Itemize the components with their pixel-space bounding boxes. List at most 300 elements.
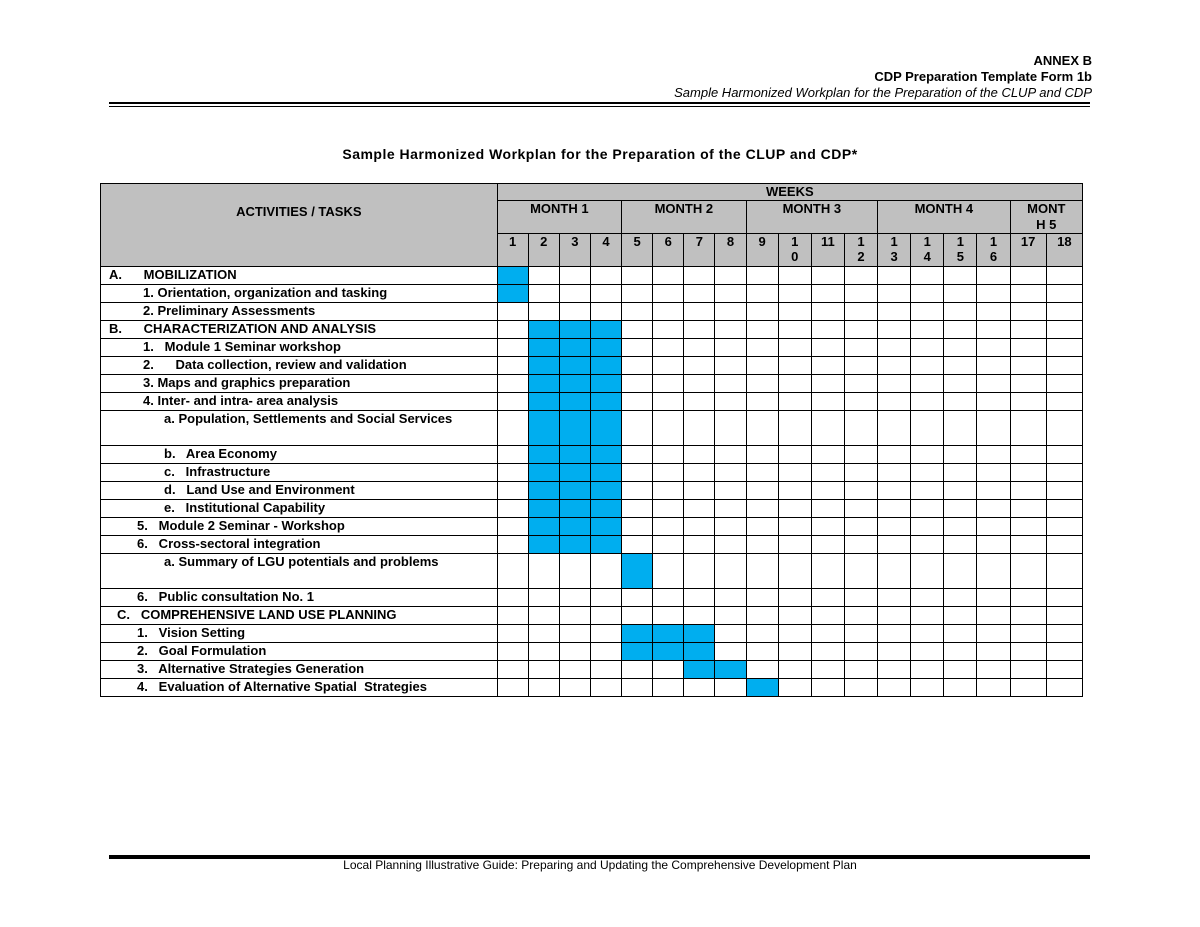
schedule-cell bbox=[653, 518, 684, 536]
schedule-cell bbox=[1046, 411, 1082, 446]
week-number: 7 bbox=[684, 234, 715, 267]
schedule-cell-filled bbox=[528, 500, 559, 518]
schedule-cell bbox=[746, 285, 778, 303]
schedule-cell-filled bbox=[528, 518, 559, 536]
schedule-cell bbox=[977, 464, 1010, 482]
schedule-cell bbox=[684, 536, 715, 554]
schedule-cell bbox=[944, 500, 977, 518]
schedule-cell bbox=[878, 393, 911, 411]
schedule-cell bbox=[944, 339, 977, 357]
schedule-cell bbox=[977, 500, 1010, 518]
schedule-cell-filled bbox=[559, 464, 590, 482]
schedule-cell bbox=[778, 589, 811, 607]
schedule-cell bbox=[715, 679, 746, 697]
schedule-cell bbox=[684, 500, 715, 518]
schedule-cell bbox=[1010, 536, 1046, 554]
schedule-cell bbox=[1010, 267, 1046, 285]
schedule-cell bbox=[653, 589, 684, 607]
schedule-cell bbox=[878, 607, 911, 625]
schedule-cell bbox=[622, 393, 653, 411]
activity-label: 1. Module 1 Seminar workshop bbox=[101, 339, 498, 357]
schedule-cell bbox=[878, 357, 911, 375]
schedule-cell bbox=[590, 643, 621, 661]
schedule-cell bbox=[1010, 357, 1046, 375]
schedule-cell bbox=[878, 589, 911, 607]
schedule-cell bbox=[684, 267, 715, 285]
schedule-cell bbox=[811, 536, 844, 554]
schedule-cell bbox=[622, 285, 653, 303]
schedule-cell bbox=[684, 464, 715, 482]
schedule-cell-filled bbox=[622, 554, 653, 589]
schedule-cell bbox=[811, 482, 844, 500]
schedule-cell bbox=[1010, 375, 1046, 393]
schedule-cell bbox=[497, 643, 528, 661]
schedule-cell bbox=[811, 643, 844, 661]
month-header: MONTH 4 bbox=[878, 201, 1011, 234]
schedule-cell bbox=[1046, 393, 1082, 411]
schedule-cell bbox=[844, 357, 877, 375]
schedule-cell-filled bbox=[528, 393, 559, 411]
schedule-cell bbox=[559, 267, 590, 285]
schedule-cell bbox=[746, 661, 778, 679]
schedule-cell-filled bbox=[559, 446, 590, 464]
schedule-cell bbox=[811, 464, 844, 482]
schedule-cell-filled bbox=[590, 500, 621, 518]
schedule-cell-filled bbox=[590, 321, 621, 339]
schedule-cell bbox=[1046, 321, 1082, 339]
schedule-cell bbox=[944, 643, 977, 661]
schedule-cell bbox=[746, 357, 778, 375]
schedule-cell bbox=[715, 589, 746, 607]
schedule-cell bbox=[559, 661, 590, 679]
schedule-cell bbox=[911, 643, 944, 661]
schedule-cell bbox=[977, 661, 1010, 679]
schedule-cell bbox=[1010, 589, 1046, 607]
schedule-cell bbox=[684, 339, 715, 357]
schedule-cell bbox=[911, 589, 944, 607]
form-label: CDP Preparation Template Form 1b bbox=[874, 69, 1092, 84]
schedule-cell-filled bbox=[528, 411, 559, 446]
schedule-cell bbox=[977, 643, 1010, 661]
schedule-cell bbox=[497, 393, 528, 411]
schedule-cell-filled bbox=[653, 625, 684, 643]
schedule-cell bbox=[911, 482, 944, 500]
schedule-cell bbox=[811, 500, 844, 518]
schedule-cell bbox=[844, 661, 877, 679]
schedule-cell bbox=[1010, 303, 1046, 321]
activity-label: 1. Vision Setting bbox=[101, 625, 498, 643]
schedule-cell bbox=[559, 285, 590, 303]
schedule-cell-filled bbox=[528, 446, 559, 464]
page-header bbox=[674, 53, 1092, 101]
activity-label: 5. Module 2 Seminar - Workshop bbox=[101, 518, 498, 536]
schedule-cell bbox=[811, 554, 844, 589]
schedule-cell bbox=[1046, 267, 1082, 285]
schedule-cell bbox=[497, 482, 528, 500]
schedule-cell bbox=[653, 679, 684, 697]
schedule-cell bbox=[559, 643, 590, 661]
schedule-cell bbox=[497, 303, 528, 321]
schedule-cell bbox=[684, 482, 715, 500]
schedule-cell bbox=[944, 661, 977, 679]
schedule-cell bbox=[778, 625, 811, 643]
schedule-cell bbox=[911, 393, 944, 411]
schedule-cell bbox=[778, 393, 811, 411]
schedule-cell bbox=[878, 679, 911, 697]
schedule-cell bbox=[746, 393, 778, 411]
activity-row bbox=[101, 303, 1083, 321]
schedule-cell bbox=[684, 518, 715, 536]
week-number: 18 bbox=[1046, 234, 1082, 267]
schedule-cell bbox=[715, 303, 746, 321]
schedule-cell bbox=[911, 303, 944, 321]
schedule-cell bbox=[778, 607, 811, 625]
schedule-cell bbox=[528, 625, 559, 643]
schedule-cell bbox=[977, 357, 1010, 375]
schedule-cell bbox=[944, 411, 977, 446]
schedule-cell bbox=[944, 357, 977, 375]
schedule-cell bbox=[977, 679, 1010, 697]
schedule-cell bbox=[622, 357, 653, 375]
schedule-cell bbox=[878, 303, 911, 321]
schedule-cell bbox=[528, 661, 559, 679]
schedule-cell bbox=[590, 285, 621, 303]
schedule-cell bbox=[653, 393, 684, 411]
schedule-cell bbox=[1010, 554, 1046, 589]
month-header: MONT H 5 bbox=[1010, 201, 1082, 234]
schedule-cell bbox=[844, 393, 877, 411]
schedule-cell bbox=[715, 518, 746, 536]
schedule-cell bbox=[844, 625, 877, 643]
schedule-cell bbox=[778, 500, 811, 518]
schedule-cell bbox=[1010, 285, 1046, 303]
schedule-cell bbox=[878, 464, 911, 482]
schedule-cell-filled bbox=[622, 643, 653, 661]
schedule-cell bbox=[653, 303, 684, 321]
schedule-cell bbox=[497, 375, 528, 393]
schedule-cell bbox=[878, 267, 911, 285]
schedule-cell bbox=[878, 446, 911, 464]
schedule-cell bbox=[977, 589, 1010, 607]
activity-label: 6. Cross-sectoral integration bbox=[101, 536, 498, 554]
schedule-cell bbox=[684, 357, 715, 375]
schedule-cell bbox=[778, 285, 811, 303]
document-title: Sample Harmonized Workplan for the Preparation of the CLUP and CDP* bbox=[342, 146, 858, 162]
schedule-cell bbox=[911, 661, 944, 679]
schedule-cell bbox=[622, 679, 653, 697]
schedule-cell bbox=[653, 482, 684, 500]
activity-label: 6. Public consultation No. 1 bbox=[101, 589, 498, 607]
schedule-cell bbox=[653, 500, 684, 518]
schedule-cell bbox=[1010, 482, 1046, 500]
schedule-cell bbox=[559, 607, 590, 625]
schedule-cell bbox=[911, 536, 944, 554]
schedule-cell bbox=[746, 589, 778, 607]
schedule-cell bbox=[653, 554, 684, 589]
schedule-cell bbox=[528, 607, 559, 625]
activities-header: ACTIVITIES / TASKS bbox=[101, 184, 498, 267]
schedule-cell bbox=[811, 518, 844, 536]
header-rule-thin bbox=[109, 106, 1090, 107]
schedule-cell bbox=[1010, 446, 1046, 464]
schedule-cell-filled bbox=[622, 625, 653, 643]
schedule-cell bbox=[684, 375, 715, 393]
schedule-cell bbox=[844, 267, 877, 285]
activity-row bbox=[101, 589, 1083, 607]
schedule-cell-filled bbox=[590, 357, 621, 375]
week-number: 1 3 bbox=[878, 234, 911, 267]
schedule-cell bbox=[1010, 607, 1046, 625]
schedule-cell bbox=[778, 267, 811, 285]
activity-label: 3. Alternative Strategies Generation bbox=[101, 661, 498, 679]
schedule-cell-filled bbox=[559, 500, 590, 518]
schedule-cell bbox=[811, 679, 844, 697]
schedule-cell bbox=[1010, 661, 1046, 679]
schedule-cell bbox=[684, 285, 715, 303]
schedule-cell bbox=[684, 321, 715, 339]
schedule-cell bbox=[622, 267, 653, 285]
schedule-cell bbox=[746, 464, 778, 482]
schedule-cell bbox=[622, 482, 653, 500]
schedule-cell-filled bbox=[684, 643, 715, 661]
week-number: 1 6 bbox=[977, 234, 1010, 267]
schedule-cell-filled bbox=[590, 482, 621, 500]
schedule-cell bbox=[878, 285, 911, 303]
schedule-cell bbox=[911, 285, 944, 303]
schedule-cell bbox=[944, 285, 977, 303]
activity-row bbox=[101, 375, 1083, 393]
schedule-cell-filled bbox=[590, 464, 621, 482]
schedule-cell bbox=[497, 679, 528, 697]
header-rule bbox=[109, 102, 1090, 104]
schedule-cell bbox=[590, 303, 621, 321]
schedule-cell bbox=[778, 375, 811, 393]
schedule-cell bbox=[944, 303, 977, 321]
schedule-cell bbox=[746, 339, 778, 357]
schedule-cell bbox=[977, 411, 1010, 446]
schedule-cell bbox=[590, 607, 621, 625]
week-number: 6 bbox=[653, 234, 684, 267]
schedule-cell bbox=[911, 446, 944, 464]
schedule-cell bbox=[746, 518, 778, 536]
schedule-cell bbox=[559, 589, 590, 607]
schedule-cell bbox=[977, 536, 1010, 554]
schedule-cell bbox=[911, 267, 944, 285]
schedule-cell bbox=[844, 589, 877, 607]
schedule-cell bbox=[1010, 464, 1046, 482]
schedule-cell-filled bbox=[590, 536, 621, 554]
schedule-cell bbox=[1010, 518, 1046, 536]
schedule-cell bbox=[528, 589, 559, 607]
schedule-cell bbox=[878, 536, 911, 554]
schedule-cell bbox=[778, 446, 811, 464]
schedule-cell bbox=[746, 321, 778, 339]
activity-row bbox=[101, 536, 1083, 554]
schedule-cell bbox=[559, 679, 590, 697]
schedule-cell bbox=[778, 679, 811, 697]
schedule-cell bbox=[878, 482, 911, 500]
schedule-cell bbox=[653, 321, 684, 339]
activity-label: 4. Evaluation of Alternative Spatial Strategies bbox=[101, 679, 498, 697]
schedule-cell bbox=[590, 267, 621, 285]
schedule-cell bbox=[622, 607, 653, 625]
week-number: 9 bbox=[746, 234, 778, 267]
schedule-cell-filled bbox=[590, 393, 621, 411]
schedule-cell bbox=[1046, 625, 1082, 643]
schedule-cell bbox=[844, 482, 877, 500]
schedule-cell bbox=[778, 303, 811, 321]
schedule-cell bbox=[944, 375, 977, 393]
schedule-cell bbox=[653, 267, 684, 285]
activity-label: A. MOBILIZATION bbox=[101, 267, 498, 285]
schedule-cell bbox=[1010, 393, 1046, 411]
header-subtitle: Sample Harmonized Workplan for the Preparation of the CLUP and CDP bbox=[674, 85, 1092, 100]
schedule-cell bbox=[1010, 321, 1046, 339]
schedule-cell bbox=[1046, 661, 1082, 679]
schedule-cell bbox=[811, 267, 844, 285]
schedule-cell bbox=[497, 607, 528, 625]
schedule-cell bbox=[844, 303, 877, 321]
schedule-cell bbox=[778, 661, 811, 679]
schedule-cell bbox=[844, 554, 877, 589]
schedule-cell bbox=[590, 625, 621, 643]
weeks-header: WEEKS bbox=[497, 184, 1082, 201]
schedule-cell bbox=[528, 303, 559, 321]
month-header: MONTH 2 bbox=[622, 201, 747, 234]
week-number: 11 bbox=[811, 234, 844, 267]
activity-label: e. Institutional Capability bbox=[101, 500, 498, 518]
schedule-cell-filled bbox=[559, 321, 590, 339]
schedule-cell bbox=[944, 607, 977, 625]
schedule-cell bbox=[528, 679, 559, 697]
schedule-cell bbox=[811, 285, 844, 303]
activity-row bbox=[101, 518, 1083, 536]
schedule-cell bbox=[528, 643, 559, 661]
schedule-cell bbox=[622, 446, 653, 464]
schedule-cell bbox=[977, 375, 1010, 393]
annex-label: ANNEX B bbox=[1033, 53, 1092, 68]
schedule-cell bbox=[844, 321, 877, 339]
schedule-cell bbox=[878, 625, 911, 643]
activity-label: 2. Preliminary Assessments bbox=[101, 303, 498, 321]
activity-row bbox=[101, 554, 1083, 589]
schedule-cell bbox=[944, 446, 977, 464]
schedule-cell bbox=[715, 554, 746, 589]
schedule-cell bbox=[844, 411, 877, 446]
schedule-cell bbox=[1010, 500, 1046, 518]
activity-label: a. Summary of LGU potentials and problems bbox=[101, 554, 498, 589]
schedule-cell bbox=[653, 446, 684, 464]
schedule-cell-filled bbox=[559, 339, 590, 357]
schedule-cell bbox=[1046, 643, 1082, 661]
schedule-cell bbox=[878, 661, 911, 679]
schedule-cell bbox=[622, 661, 653, 679]
schedule-cell bbox=[590, 589, 621, 607]
schedule-cell bbox=[878, 518, 911, 536]
activity-row bbox=[101, 661, 1083, 679]
schedule-cell-filled bbox=[528, 375, 559, 393]
schedule-cell bbox=[497, 500, 528, 518]
schedule-cell bbox=[653, 375, 684, 393]
schedule-cell bbox=[746, 482, 778, 500]
schedule-cell bbox=[622, 411, 653, 446]
schedule-cell bbox=[977, 321, 1010, 339]
schedule-cell bbox=[811, 446, 844, 464]
schedule-cell-filled bbox=[590, 411, 621, 446]
schedule-cell bbox=[911, 500, 944, 518]
schedule-cell bbox=[715, 411, 746, 446]
schedule-cell bbox=[844, 679, 877, 697]
schedule-cell bbox=[715, 446, 746, 464]
schedule-cell bbox=[811, 303, 844, 321]
week-number: 4 bbox=[590, 234, 621, 267]
week-number: 1 4 bbox=[911, 234, 944, 267]
activity-label: B. CHARACTERIZATION AND ANALYSIS bbox=[101, 321, 498, 339]
schedule-cell bbox=[497, 536, 528, 554]
schedule-cell bbox=[497, 357, 528, 375]
schedule-cell bbox=[1046, 357, 1082, 375]
schedule-cell bbox=[944, 393, 977, 411]
schedule-cell bbox=[497, 411, 528, 446]
schedule-cell bbox=[844, 464, 877, 482]
schedule-cell bbox=[715, 285, 746, 303]
week-number: 3 bbox=[559, 234, 590, 267]
week-number: 1 0 bbox=[778, 234, 811, 267]
schedule-cell bbox=[811, 393, 844, 411]
schedule-cell-filled bbox=[559, 393, 590, 411]
schedule-cell-filled bbox=[653, 643, 684, 661]
schedule-cell bbox=[1046, 339, 1082, 357]
activity-row bbox=[101, 446, 1083, 464]
schedule-cell bbox=[715, 536, 746, 554]
page-footer: Local Planning Illustrative Guide: Preparing and Updating the Comprehensive Development Plan bbox=[343, 858, 857, 872]
schedule-cell bbox=[653, 357, 684, 375]
schedule-cell bbox=[684, 393, 715, 411]
schedule-cell bbox=[911, 625, 944, 643]
schedule-cell bbox=[778, 536, 811, 554]
schedule-cell bbox=[844, 607, 877, 625]
schedule-cell bbox=[1010, 411, 1046, 446]
schedule-cell-filled bbox=[528, 339, 559, 357]
schedule-cell bbox=[878, 500, 911, 518]
schedule-cell bbox=[497, 446, 528, 464]
activity-row bbox=[101, 643, 1083, 661]
activity-row bbox=[101, 500, 1083, 518]
week-number: 2 bbox=[528, 234, 559, 267]
schedule-cell bbox=[684, 554, 715, 589]
schedule-cell bbox=[977, 518, 1010, 536]
schedule-cell bbox=[746, 625, 778, 643]
schedule-cell bbox=[622, 589, 653, 607]
schedule-cell bbox=[715, 607, 746, 625]
schedule-cell bbox=[778, 339, 811, 357]
schedule-cell bbox=[715, 500, 746, 518]
schedule-cell bbox=[911, 518, 944, 536]
schedule-cell bbox=[977, 285, 1010, 303]
schedule-cell bbox=[715, 375, 746, 393]
schedule-cell bbox=[911, 357, 944, 375]
schedule-cell-filled bbox=[528, 357, 559, 375]
schedule-cell bbox=[977, 625, 1010, 643]
schedule-cell-filled bbox=[590, 339, 621, 357]
week-number: 5 bbox=[622, 234, 653, 267]
schedule-cell-filled bbox=[559, 482, 590, 500]
week-number: 8 bbox=[715, 234, 746, 267]
schedule-cell-filled bbox=[528, 464, 559, 482]
schedule-cell bbox=[944, 321, 977, 339]
schedule-cell bbox=[1046, 303, 1082, 321]
schedule-cell bbox=[622, 464, 653, 482]
